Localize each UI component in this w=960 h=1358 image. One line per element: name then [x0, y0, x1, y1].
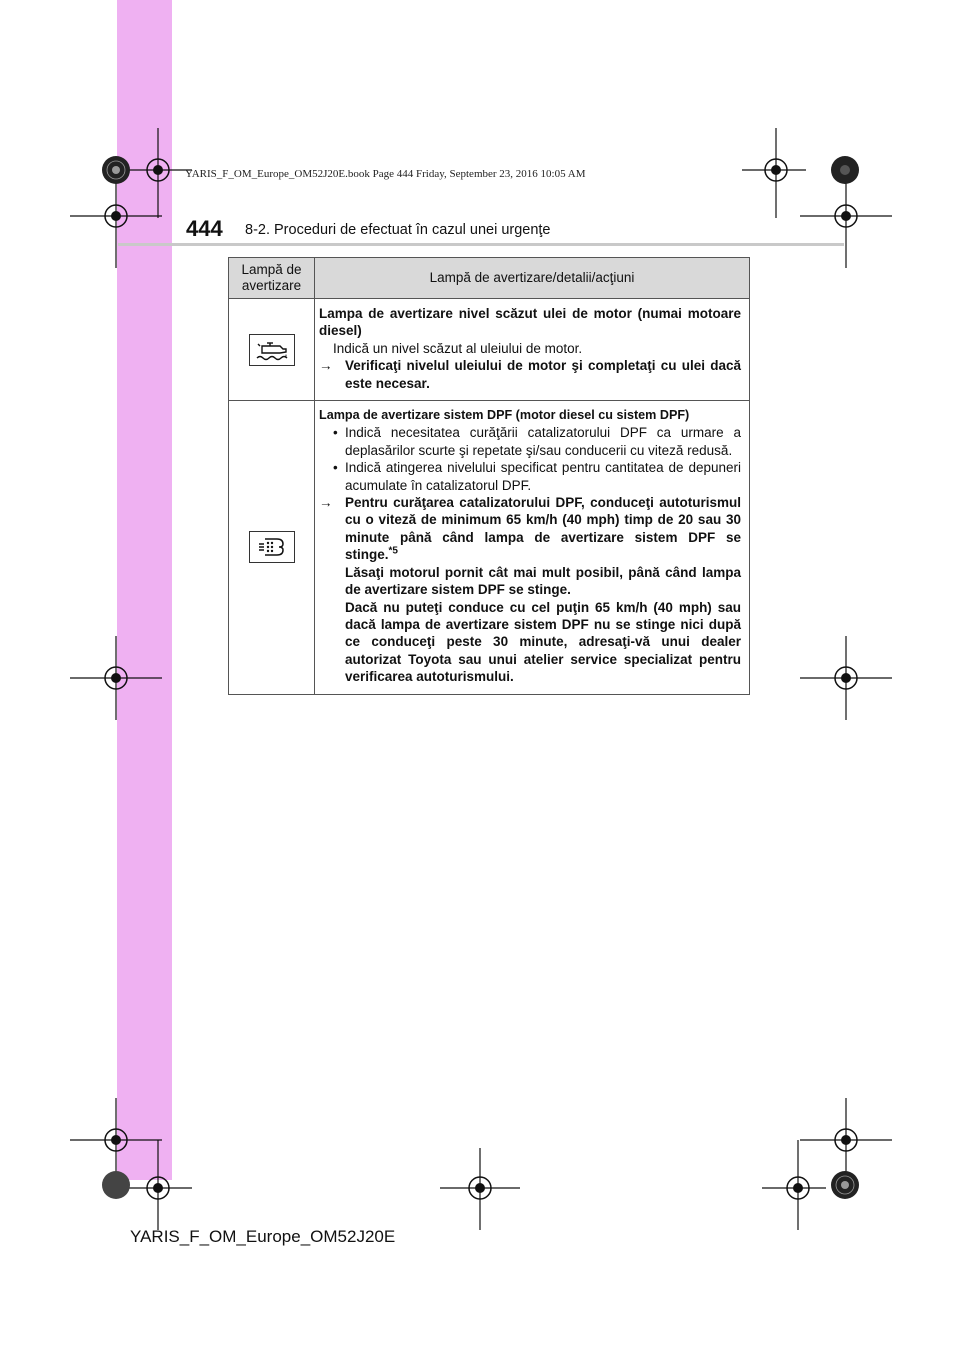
- warning-title: Lampa de avertizare sistem DPF (motor diesel cu sistem DPF): [319, 408, 690, 423]
- starburst-target: [830, 1170, 860, 1200]
- starburst-target: [830, 155, 860, 185]
- registration-crosshair: [800, 636, 892, 720]
- table-header-row: [229, 258, 750, 299]
- arrow-right-icon: →: [319, 495, 333, 511]
- icon-cell: [229, 299, 315, 401]
- icon-cell: [229, 401, 315, 695]
- dpf-system-warning-icon: [249, 531, 295, 563]
- action-text: Pentru curăţarea catalizatorului DPF, conduceţi autoturismul cu o viteză de minimum 65 km/h (40 mph) timp de 20 sau 30 minute până când lampa de avertizare sistem DPF se stinge.: [345, 495, 741, 563]
- starburst-target: [101, 1170, 131, 1200]
- warning-details-cell: [315, 401, 750, 695]
- warning-action: [319, 357, 741, 392]
- bullet-item: • Indică atingerea nivelului specificat pentru cantitatea de depuneri acumulate în catalizatorul DPF.: [319, 459, 741, 494]
- warning-title: Lampa de avertizare nivel scăzut ulei de motor (numai motoare diesel): [319, 306, 741, 339]
- registration-crosshair: [742, 128, 806, 218]
- header-rule: [118, 243, 844, 246]
- registration-crosshair: [800, 176, 892, 268]
- column-header-lamp: Lampă de avertizare: [229, 258, 315, 299]
- section-title: 8-2. Proceduri de efectuat în cazul unei urgenţe: [245, 222, 551, 238]
- warning-action: [319, 494, 741, 685]
- bullet-item: • Indică necesitatea curăţării catalizatorului DPF ca urmare a deplasărilor scurte şi repetate şi/sau conducerii cu viteză redusă.: [319, 424, 741, 459]
- table-row: [229, 401, 750, 695]
- column-header-details: Lampă de avertizare/detalii/acţiuni: [315, 258, 750, 299]
- registration-crosshair: [440, 1148, 520, 1230]
- warning-light-table: [228, 257, 750, 695]
- book-file-info: YARIS_F_OM_Europe_OM52J20E.book Page 444 Friday, September 23, 2016 10:05 AM: [185, 168, 586, 180]
- action-text: Lăsaţi motorul pornit cât mai mult posibil, până când lampa de avertizare sistem DPF se stinge.: [345, 564, 741, 598]
- table-row: [229, 299, 750, 401]
- starburst-target: [101, 155, 131, 185]
- registration-crosshair: [128, 1140, 192, 1230]
- registration-crosshair: [762, 1140, 826, 1230]
- registration-crosshair: [128, 128, 192, 218]
- arrow-right-icon: →: [319, 358, 333, 374]
- footer-document-code: YARIS_F_OM_Europe_OM52J20E: [130, 1227, 396, 1246]
- warning-details-cell: [315, 299, 750, 401]
- page-number: 444: [186, 216, 223, 241]
- registration-crosshair: [70, 636, 162, 720]
- warning-description: Indică un nivel scăzut al uleiului de motor.: [333, 340, 583, 356]
- action-text: Dacă nu puteţi conduce cu cel puţin 65 km/h (40 mph) sau dacă lampa de avertizare sistem DPF nu se stinge nici după ce conduceţi peste 30 minute, adresaţi-vă unui dealer autorizat Toyota sau unui atelier service specializat pentru verificarea autoturismului.: [345, 599, 741, 685]
- action-text: Verificaţi nivelul uleiului de motor şi completaţi cu ulei dacă este necesar.: [345, 358, 741, 391]
- footnote-ref: *5: [388, 545, 398, 557]
- low-engine-oil-warning-icon: [249, 334, 295, 366]
